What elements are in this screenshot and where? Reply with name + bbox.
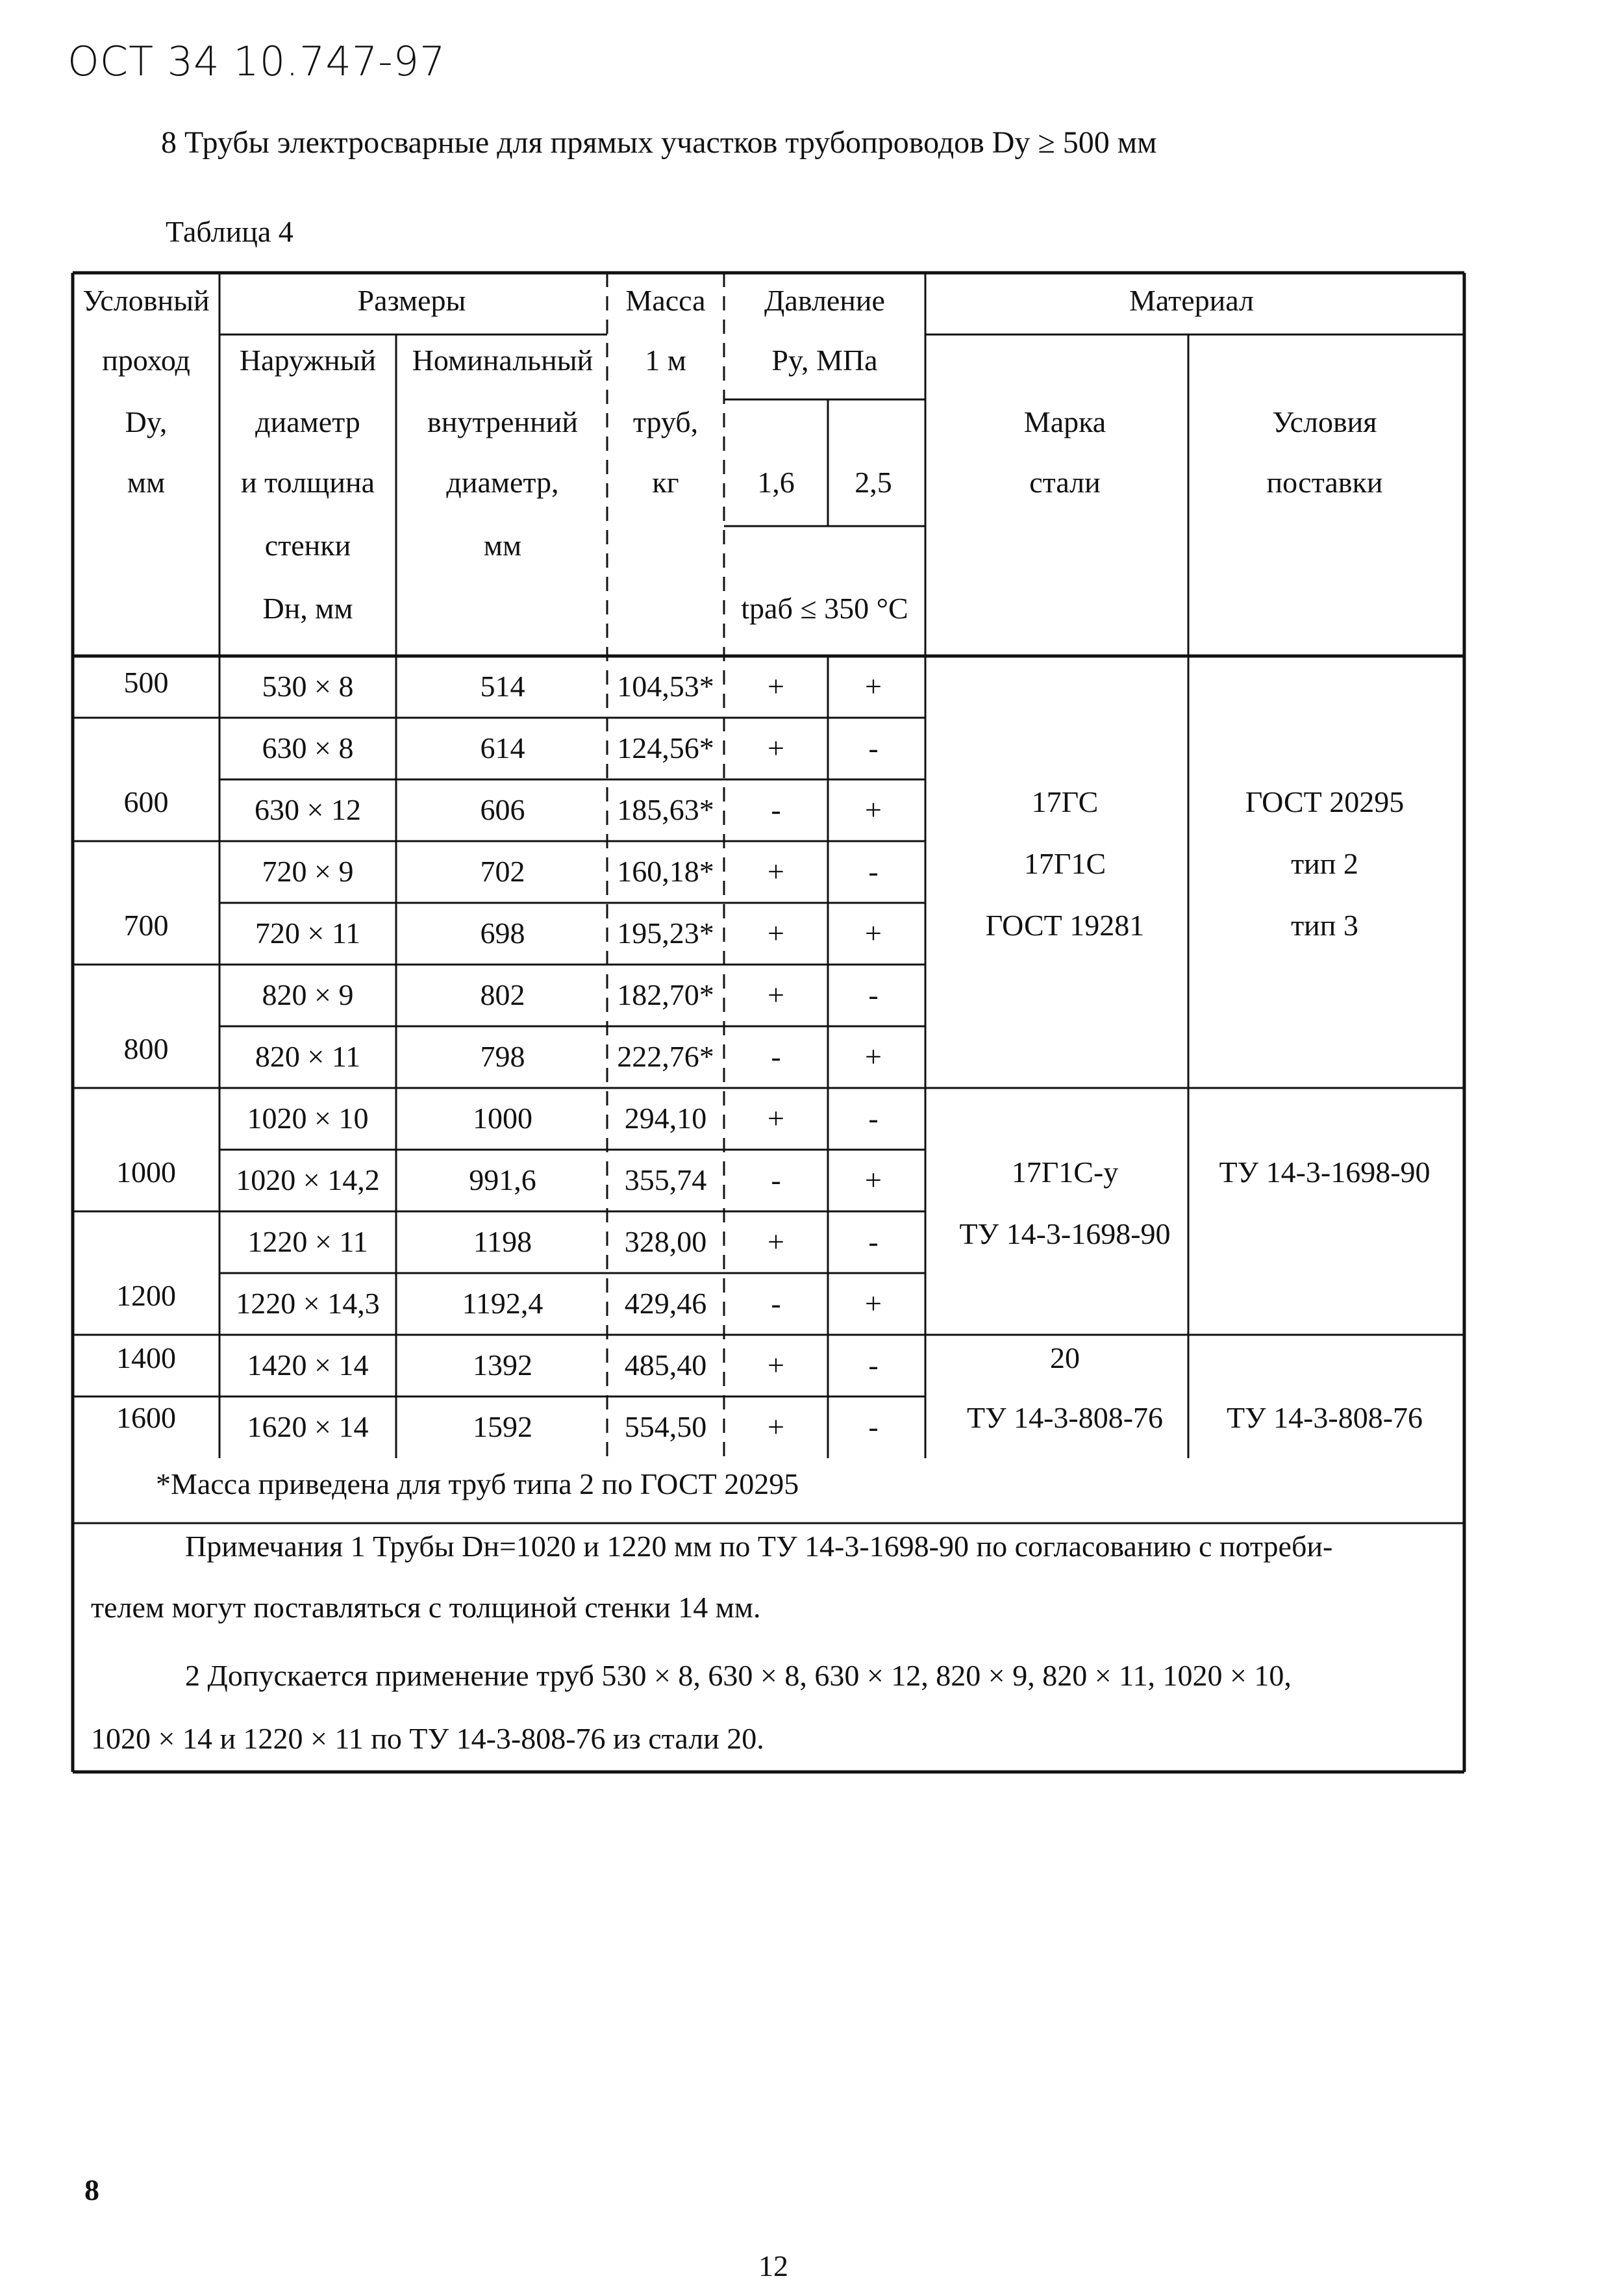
pressure-2-5-cell: - (868, 1348, 879, 1382)
steel-grade: 20 (1050, 1341, 1080, 1374)
pressure-2-5-cell: - (868, 1225, 879, 1258)
pressure-value-2-5: 2,5 (855, 466, 892, 499)
mass-cell: 429,46 (624, 1287, 707, 1320)
inner-diameter-cell: 1192,4 (462, 1287, 543, 1320)
header-text: диаметр, (446, 466, 559, 499)
pressure-1-6-cell: + (768, 916, 784, 950)
supply-condition: ТУ 14-3-808-76 (1226, 1401, 1423, 1434)
steel-grade: ТУ 14-3-808-76 (966, 1401, 1164, 1434)
pressure-1-6-cell: - (771, 1163, 781, 1196)
inner-diameter-cell: 1592 (473, 1410, 532, 1443)
steel-grade: 17ГС (1031, 785, 1099, 818)
dy-value: 500 (123, 666, 169, 699)
outer-size-cell: 1220 × 14,3 (236, 1287, 380, 1320)
table-row (247, 1348, 879, 1382)
mass-cell: 104,53* (617, 670, 714, 703)
inner-diameter-cell: 698 (480, 916, 525, 950)
material-group-3 (967, 1341, 1423, 1434)
table-row (262, 978, 879, 1011)
steel-grade: 17Г1С (1023, 847, 1106, 880)
pressure-1-6-cell: + (768, 670, 784, 703)
inner-diameter-cell: 1392 (473, 1348, 532, 1382)
supply-condition: тип 2 (1291, 847, 1358, 880)
inner-diameter-cell: 1198 (473, 1225, 532, 1258)
inner-diameter-cell: 991,6 (469, 1163, 536, 1196)
material-group-1 (986, 785, 1405, 942)
document-code: ОСТ 34 10.747-97 (68, 38, 446, 85)
supply-condition: ГОСТ 20295 (1245, 785, 1405, 818)
steel-grade: 17Г1С-у (1011, 1156, 1119, 1189)
table-caption: Таблица 4 (166, 215, 294, 248)
mass-cell: 485,40 (624, 1348, 707, 1382)
pressure-1-6-cell: + (768, 855, 784, 888)
outer-size-cell: 720 × 11 (255, 916, 361, 950)
dy-value: 1400 (116, 1341, 176, 1374)
pressure-2-5-cell: + (865, 1163, 882, 1196)
header-mass (625, 284, 705, 499)
header-text: поставки (1266, 466, 1383, 499)
outer-size-cell: 820 × 11 (255, 1040, 361, 1073)
mass-cell: 294,10 (624, 1102, 707, 1135)
table-footnote: *Масса приведена для труб типа 2 по ГОСТ 20295 (156, 1467, 799, 1500)
table-row (255, 793, 882, 826)
header-steel-grade (1024, 405, 1106, 499)
table-row (247, 1102, 879, 1135)
sheet-number: 12 (758, 2249, 788, 2282)
pressure-2-5-cell: + (865, 1287, 882, 1320)
inner-diameter-cell: 702 (480, 855, 525, 888)
section-title: 8 Трубы электросварные для прямых участков трубопроводов Dy ≥ 500 мм (161, 125, 1157, 160)
header-supply-conditions (1267, 405, 1383, 499)
dy-value: 700 (123, 909, 169, 942)
pressure-1-6-cell: + (768, 731, 784, 764)
header-text: Условный (82, 284, 210, 317)
inner-diameter-cell: 614 (480, 731, 525, 764)
header-text: стали (1029, 466, 1101, 499)
header-text: 1 м (645, 344, 686, 377)
header-dimensions: Размеры (357, 284, 466, 317)
pressure-2-5-cell: - (868, 855, 879, 888)
inner-diameter-cell: 1000 (473, 1102, 532, 1135)
outer-size-cell: 630 × 8 (262, 731, 354, 764)
header-text: Py, МПа (771, 344, 878, 377)
mass-cell: 195,23* (617, 916, 714, 950)
outer-size-cell: 1620 × 14 (247, 1410, 369, 1443)
note-line: 1020 × 14 и 1220 × 11 по ТУ 14-3-808-76 из стали 20. (91, 1722, 764, 1755)
pressure-2-5-cell: - (868, 978, 879, 1011)
note-line: телем могут поставляться с толщиной стенки 14 мм. (91, 1591, 761, 1624)
table-row (262, 731, 879, 764)
steel-grade: ТУ 14-3-1698-90 (959, 1217, 1171, 1250)
header-nominal-bore (82, 284, 209, 499)
mass-cell: 160,18* (617, 855, 714, 888)
dy-value: 800 (123, 1032, 169, 1065)
mass-cell: 554,50 (624, 1410, 707, 1443)
mass-cell: 328,00 (624, 1225, 707, 1258)
header-text: Dy, (125, 405, 168, 438)
mass-cell: 222,76* (617, 1040, 714, 1073)
inner-diameter-cell: 802 (480, 978, 525, 1011)
table-row (255, 916, 882, 950)
outer-size-cell: 1020 × 14,2 (236, 1163, 380, 1196)
dy-column (116, 666, 176, 1434)
note-line: 2 Допускается применение труб 530 × 8, 630 × 8, 630 × 12, 820 × 9, 820 × 11, 1020 × 10, (185, 1659, 1292, 1692)
table-row (236, 1163, 882, 1196)
inner-diameter-cell: 606 (480, 793, 525, 826)
outer-size-cell: 820 × 9 (262, 978, 354, 1011)
data-rows (236, 670, 882, 1443)
header-text: Давление (764, 284, 885, 317)
table-row (247, 1225, 878, 1258)
pressure-2-5-cell: + (865, 670, 882, 703)
inner-diameter-cell: 514 (480, 670, 525, 703)
header-pressure (741, 284, 908, 625)
mass-cell: 182,70* (617, 978, 714, 1011)
pressure-2-5-cell: - (868, 1102, 879, 1135)
pressure-1-6-cell: + (768, 1348, 784, 1382)
dy-value: 1000 (116, 1156, 176, 1189)
pressure-1-6-cell: + (768, 1102, 784, 1135)
header-text: внутренний (427, 405, 578, 438)
material-group-2 (959, 1156, 1430, 1250)
header-text: диаметр (255, 405, 360, 438)
header-outer-diameter (240, 344, 376, 625)
pressure-1-6-cell: - (771, 1040, 781, 1073)
pressure-1-6-cell: + (768, 1225, 784, 1258)
supply-condition: ТУ 14-3-1698-90 (1219, 1156, 1430, 1189)
outer-size-cell: 1220 × 11 (247, 1225, 368, 1258)
outer-size-cell: 720 × 9 (262, 855, 354, 888)
header-text: Dн, мм (262, 592, 353, 625)
table-row (255, 1040, 882, 1073)
table-row (247, 1410, 879, 1443)
table-row (262, 670, 882, 703)
header-text: мм (127, 466, 166, 499)
header-text: кг (652, 466, 679, 499)
pressure-2-5-cell: + (865, 793, 882, 826)
pressure-2-5-cell: + (865, 916, 882, 950)
pressure-2-5-cell: - (868, 1410, 879, 1443)
steel-grade: ГОСТ 19281 (985, 909, 1145, 942)
mass-cell: 355,74 (624, 1163, 707, 1196)
outer-size-cell: 630 × 12 (255, 793, 361, 826)
dy-value: 1200 (116, 1279, 176, 1312)
header-text: труб, (632, 405, 699, 438)
header-text: Марка (1023, 405, 1106, 438)
header-text: и толщина (240, 466, 375, 499)
outer-size-cell: 530 × 8 (262, 670, 354, 703)
note-line: Примечания 1 Трубы Dн=1020 и 1220 мм по ТУ 14-3-1698-90 по согласованию с потреби- (185, 1530, 1333, 1563)
outer-size-cell: 1420 × 14 (247, 1348, 369, 1382)
pressure-1-6-cell: - (771, 1287, 781, 1320)
table-row (236, 1287, 882, 1320)
pressure-1-6-cell: + (768, 1410, 784, 1443)
header-text: проход (102, 344, 190, 377)
header-inner-diameter (412, 344, 593, 562)
pressure-value-1-6: 1,6 (757, 466, 795, 499)
header-text: Условия (1272, 405, 1377, 438)
header-text: Масса (625, 284, 706, 317)
temperature-label: tраб ≤ 350 °С (741, 592, 908, 625)
table-row (262, 855, 879, 888)
outer-size-cell: 1020 × 10 (247, 1102, 369, 1135)
table-notes (91, 1530, 1332, 1755)
header-text: мм (483, 529, 522, 562)
pressure-2-5-cell: + (865, 1040, 882, 1073)
pressure-1-6-cell: + (768, 978, 784, 1011)
supply-condition: тип 3 (1291, 909, 1358, 942)
dy-value: 600 (123, 785, 169, 818)
header-material: Материал (1129, 284, 1255, 317)
dy-value: 1600 (116, 1401, 176, 1434)
mass-cell: 124,56* (617, 731, 714, 764)
page-number: 8 (84, 2173, 99, 2206)
header-text: стенки (264, 529, 351, 562)
header-text: Наружный (239, 344, 377, 377)
header-text: Номинальный (412, 344, 593, 377)
pressure-2-5-cell: - (868, 731, 879, 764)
pressure-1-6-cell: - (771, 793, 781, 826)
inner-diameter-cell: 798 (480, 1040, 525, 1073)
mass-cell: 185,63* (617, 793, 714, 826)
